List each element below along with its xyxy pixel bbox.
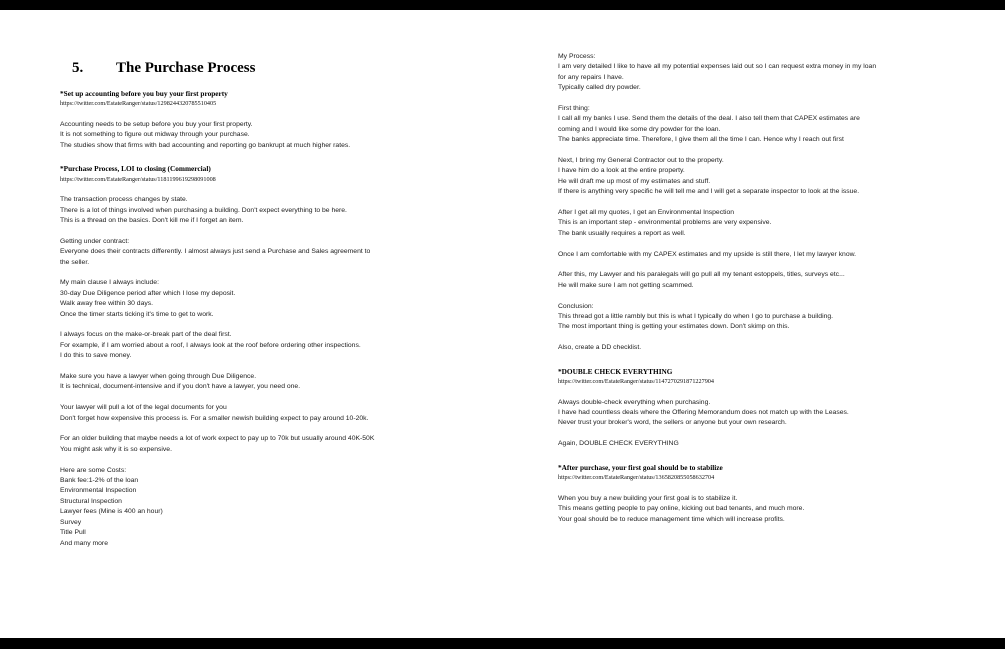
paragraph xyxy=(558,208,958,239)
text-line: Once the timer starts ticking it's time to get to work. xyxy=(60,310,214,318)
text-line: I have had countless deals where the Offering Memorandum does not match up with the Leases. xyxy=(558,409,849,417)
text-line: The most important thing is getting your estimates down. Don't skimp on this. xyxy=(558,323,790,331)
paragraph xyxy=(558,52,958,94)
text-line: And many more xyxy=(60,539,108,547)
text-line: Don't forget how expensive this process is. For a smaller newish building expect to pay around 10-20k. xyxy=(60,414,369,422)
text-line: The transaction process changes by state. xyxy=(60,196,188,204)
paragraph xyxy=(558,156,958,198)
text-line: I do this to save money. xyxy=(60,352,132,360)
text-line: This is a thread on the basics. Don't kill me if I forget an item. xyxy=(60,217,244,225)
paragraph xyxy=(60,330,452,361)
text-line: Your lawyer will pull a lot of the legal documents for you xyxy=(60,404,227,412)
text-line: My Process: xyxy=(558,53,596,60)
text-line: He will make sure I am not getting scammed. xyxy=(558,281,694,289)
text-line: This means getting people to pay online, kicking out bad tenants, and much more. xyxy=(558,505,805,513)
right-column-sections xyxy=(558,52,958,525)
paragraph xyxy=(558,250,958,260)
text-line: Never trust your broker's word, the sellers or anyone but your own research. xyxy=(558,419,787,427)
text-line: Here are some Costs: xyxy=(60,466,127,474)
text-line: 30-day Due Diligence period after which I lose my deposit. xyxy=(60,289,236,297)
text-line: After I get all my quotes, I get an Environmental Inspection xyxy=(558,209,735,217)
section-heading: *DOUBLE CHECK EVERYTHING xyxy=(558,366,673,376)
paragraph xyxy=(60,195,452,226)
text-line: Walk away free within 30 days. xyxy=(60,300,154,308)
text-line: Always double-check everything when purchasing. xyxy=(558,398,711,406)
text-line: Bank fee:1-2% of the loan xyxy=(60,477,139,485)
paragraph xyxy=(558,302,958,333)
text-line: My main clause I always include: xyxy=(60,279,159,287)
tweet-link[interactable]: https://twitter.com/EstateRanger/status/1181199619298091008 xyxy=(60,175,216,183)
text-line: First thing: xyxy=(558,105,590,113)
document-section xyxy=(558,52,958,354)
text-line: The banks appreciate time. Therefore, I give them all the time I can. Hence why I reach out first xyxy=(558,136,844,144)
text-line: You might ask why it is so expensive. xyxy=(60,445,172,453)
document-section xyxy=(558,463,958,525)
text-line: When you buy a new building your first goal is to stabilize it. xyxy=(558,494,738,502)
paragraph xyxy=(60,237,452,268)
text-line: Conclusion: xyxy=(558,302,594,310)
left-column-sections xyxy=(60,89,452,549)
text-line: I always focus on the make-or-break part of the deal first. xyxy=(60,331,232,339)
text-line: Lawyer fees (Mine is 400 an hour) xyxy=(60,508,163,516)
section-heading: *Purchase Process, LOI to closing (Commercial) xyxy=(60,164,211,174)
text-line: After this, my Lawyer and his paralegals will go pull all my tenant estoppels, titles, surveys etc... xyxy=(558,271,845,279)
text-line: Accounting needs to be setup before you buy your first property. xyxy=(60,121,253,128)
paragraph xyxy=(558,494,958,525)
paragraph xyxy=(60,372,452,393)
paragraph xyxy=(60,434,452,455)
section-heading: *Set up accounting before you buy your first property xyxy=(60,89,228,98)
paragraph xyxy=(60,120,452,151)
paragraph xyxy=(60,466,452,549)
text-line: Again, DOUBLE CHECK EVERYTHING xyxy=(558,440,679,448)
text-line: coming and I would like some dry powder for the loan. xyxy=(558,125,721,133)
text-line: The studies show that firms with bad accounting and reporting go bankrupt at much higher rates. xyxy=(60,141,351,149)
paragraph xyxy=(558,343,958,353)
tweet-link[interactable]: https://twitter.com/EstateRanger/status/1147270291871227904 xyxy=(558,378,714,386)
right-column xyxy=(558,52,958,525)
text-line: It is technical, document-intensive and if you don't have a lawyer, you need one. xyxy=(60,383,301,391)
paragraph xyxy=(60,278,452,320)
text-line: He will draft me up most of my estimates and stuff. xyxy=(558,177,711,185)
text-line: The bank usually requires a report as well. xyxy=(558,229,686,237)
text-line: There is a lot of things involved when purchasing a building. Don't expect everything to be here. xyxy=(60,206,347,214)
paragraph xyxy=(558,270,958,291)
text-line: the seller. xyxy=(60,258,90,266)
text-line: I have him do a look at the entire property. xyxy=(558,167,685,175)
tweet-link[interactable]: https://twitter.com/EstateRanger/status/1298244320785510405 xyxy=(60,100,217,108)
top-letterbox-bar xyxy=(0,0,1005,10)
text-line: Survey xyxy=(60,518,82,526)
text-line: Structural Inspection xyxy=(60,497,122,505)
text-line: Environmental Inspection xyxy=(60,487,137,495)
chapter-heading xyxy=(60,60,452,76)
paragraph xyxy=(558,398,958,429)
text-line: Typically called dry powder. xyxy=(558,84,641,92)
tweet-link[interactable]: https://twitter.com/EstateRanger/status/1365820855058632704 xyxy=(558,474,715,482)
section-heading: *After purchase, your first goal should be to stabilize xyxy=(558,462,723,472)
document-section xyxy=(558,367,958,450)
bottom-letterbox-bar xyxy=(0,638,1005,649)
text-line: for any repairs I have. xyxy=(558,73,624,81)
text-line: Make sure you have a lawyer when going through Due Diligence. xyxy=(60,373,257,381)
text-line: For example, if I am worried about a roof, I always look at the roof before ordering other inspections. xyxy=(60,341,361,349)
text-line: It is not something to figure out midway through your purchase. xyxy=(60,131,250,139)
document-section xyxy=(60,164,452,549)
text-line: I call all my banks I use. Send them the details of the deal. I also tell them that CAPEX estimates are xyxy=(558,115,860,123)
left-column xyxy=(60,60,452,549)
text-line: If there is anything very specific he will tell me and I will get a separate inspector to look at the issue. xyxy=(558,188,860,196)
text-line: Everyone does their contracts differently. I almost always just send a Purchase and Sales agreement to xyxy=(60,248,371,256)
text-line: This thread got a little rambly but this is what I typically do when I go to purchase a building. xyxy=(558,313,834,321)
text-line: Title Pull xyxy=(60,529,86,537)
text-line: Next, I bring my General Contractor out to the property. xyxy=(558,157,724,165)
paragraph xyxy=(60,403,452,424)
document-section xyxy=(60,89,452,151)
text-line: Getting under contract: xyxy=(60,237,130,245)
paragraph xyxy=(558,439,958,449)
text-line: I am very detailed I like to have all my potential expenses laid out so I can request extra money in my loan xyxy=(558,63,877,71)
paragraph xyxy=(558,104,958,146)
text-line: For an older building that maybe needs a lot of work expect to pay up to 70k but usually around 40K-50K xyxy=(60,435,375,443)
document-page xyxy=(0,10,1005,638)
text-line: Also, create a DD checklist. xyxy=(558,344,642,352)
chapter-title: The Purchase Process xyxy=(116,60,256,76)
text-line: Your goal should be to reduce management time which will increase profits. xyxy=(558,515,785,523)
text-line: This is an important step - environmental problems are very expensive. xyxy=(558,219,772,227)
text-line: Once I am comfortable with my CAPEX estimates and my upside is still there, I let my lawyer know. xyxy=(558,250,857,258)
chapter-number: 5. xyxy=(72,60,84,76)
